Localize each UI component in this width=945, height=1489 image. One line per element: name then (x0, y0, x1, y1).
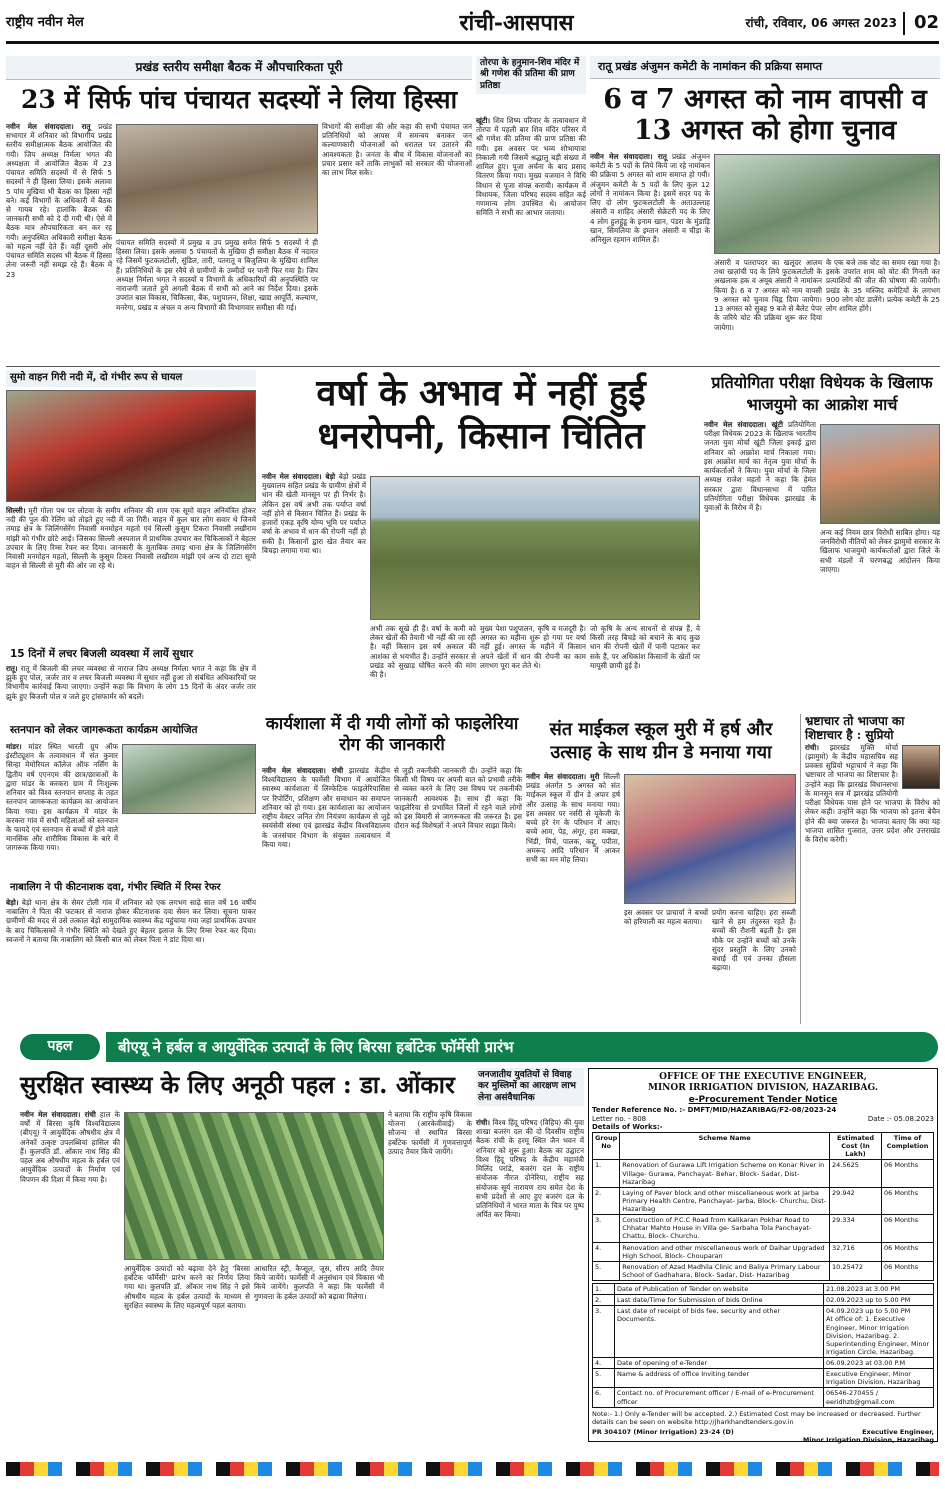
story13-body3: आधारित स्ट्री, कैप्सूल, जूस, सीरप आदि तैयार किये जायेंगे। फार्मेसी में अनुसंधान एवं विकास भी किये जायेंगे। कुलपति ने कहा कि फार्मेसी में गुणवत्ता के हर्बल उत्पादों को बढ़ावा मिलेगा। (254, 1264, 384, 1301)
brand-name: राष्ट्रीय नवीन मेल (6, 15, 84, 31)
story3-body3: के एक बजे तक वोट का समय रखा गया है। इसके उपरांत शाम को वोट की गिनती कर प्रत्याशियों की जीत की घोषणा की जायेगी। प्रखंड के 35 मस्जिद कमेटियों के लगभग 900 लोग वोट डालेंगे। प्रत्येक कमेटी के 25 लोग शामिल होंगे। (826, 258, 940, 314)
story11-dateline: नवीन मेल संवाददाता। मुरी (526, 772, 600, 781)
cell: 29.942 (830, 1187, 882, 1214)
cell: Executive Engineer, Minor Irrigation Division, Hazaribag (824, 1369, 934, 1388)
cell: 5. (593, 1369, 615, 1388)
story4-accident-photo (6, 390, 256, 502)
story10-body2: से जुड़ी तकनीकी जानकारी दी। उन्होंने कहा कि किसी भी विषय पर अपनी बात को प्रभावी तरीके से व्यक्त करने के लिए उस विषय पर तकनीकी जानकारी आवश्यक है। साथ ही कहा कि फाइलेरिया से प्रभावित जिलों में रहने वाले लोगों को इस बिमारी से जागरूकता की जरूरत है। इस दौरान कई विशेषज्ञों ने अपने विचार साझा किये। (394, 766, 522, 831)
story11-body1: सिल्ली प्रखंड अंतर्गत 5 अगस्त को संत माईकल स्कूल में ग्रीन डे अपार हर्ष और उत्साह के साथ मनाया गया। इस अवसर पर नर्सरी से यूकेजी के बच्चे हरे रंग के परिधान में आए। बच्चे आम, पेड़, अंगूर, हरा मक्खा, भिंडी, मिर्च, पालक, कद्दू, पपीता, अमरूद आदि परिधान में आकर सभी का मन मोह लिया। (526, 772, 620, 864)
story10-headline: कार्यशाला में दी गयी लोगों को फाइलेरिया रोग की जानकारी (265, 714, 519, 756)
story9-col1 (704, 420, 816, 710)
story1-body3: विभागों की समीक्षा की और कहा की सभी पंचायत जन प्रतिनिधियों को आपस में समन्वय बनाकर जन कल्याणकारी योजनाओं को धरातल पर उतारने की आवश्यकता है। जनता के बीच में विकास योजनाओं का प्रचार प्रसार करें ताकि लाभुकों को सरकार की योजनाओं का लाभ मिल सके। (322, 122, 472, 178)
edition-date: रांची, रविवार, 06 अगस्त 2023 (745, 16, 897, 30)
cell: Renovation and other miscellaneous work of Daihar Upgraded High School, Block- Chouparan (620, 1242, 830, 1261)
story11-body2: प्रयोग करना चाहिए। हरा सब्जी खाने से हम तंदुरुस्त रहते हैं। बच्चों की रौशनी बढ़ती है। इस मौके पर उन्होंने बच्चों को उनके सुंदर प्रस्तुति के लिए उनको बधाई दी एवं उनका हौसला बढ़ाया। (712, 908, 796, 973)
story5-kicker: 15 दिनों में लचर बिजली व्यवस्था में लायें सुधार (10, 648, 194, 660)
story9-body2: अन्य कई नियम छात्र विरोधी साबित होगा। यह जनविरोधी नीतियों को लेकर झामुमो सरकार के खिलाफ भाजयुमो कार्यकर्ताओं द्वारा जिले के सभी मंडलों में चरणबद्ध आंदोलन किया जाएगा। (820, 528, 940, 574)
story9-march-photo (820, 424, 940, 524)
story1-meeting-photo (116, 124, 318, 234)
cell: 4. (593, 1242, 620, 1261)
cell: 5. (593, 1261, 620, 1280)
story6-kicker: स्तनपान को लेकर जागरूकता कार्यक्रम आयोजित (10, 724, 198, 736)
cell: Construction of P.C.C Road from Kalikaran Pokhar Road to Chhatar Mahto House in Villa ge- Sarbaha Tola Panchayat- Chattu, Block- Churchu. (620, 1215, 830, 1242)
tender-office: OFFICE OF THE EXECUTIVE ENGINEER, (659, 1072, 867, 1082)
story3-headline: 6 व 7 अगस्त को नाम वापसी व 13 अगस्त को होगा चुनाव (603, 84, 927, 147)
story5-text (6, 664, 256, 718)
story8-field-photo (370, 476, 700, 620)
table-row (593, 1215, 934, 1242)
tender-col-scheme: Scheme Name (620, 1133, 830, 1160)
story8-col1 (262, 472, 366, 708)
section-title: रांची-आसपास (459, 9, 574, 36)
story2-body: शिव शिष्य परिवार के तत्वावधान में तोरपा में पहली बार शिव मंदिर परिसर में श्री गणेश की प्रतिमा की प्राण प्रतिष्ठा की गयी। इस अवसर पर भव्य शोभायात्रा निकाली गयी जिसमें श्रद्धालु बड़ी संख्या में शामिल हुए। पूजा अर्चना के बाद प्रसाद वितरण किया गया। मुख्य यजमान ने विधि विधान से पूजा संपन्न करायी। कार्यक्रम में विधायक, जिला परिषद सदस्य सहित कई गणमान्य लोग उपस्थित थे। आयोजन समिति ने सभी का आभार जताया। (476, 116, 586, 218)
story1-kicker: प्रखंड स्तरीय समीक्षा बैठक में औपचारिकता पूरी (6, 56, 472, 80)
tender-signatory-office: Minor Irrigation Division, Hazaribag (802, 1436, 934, 1444)
story8-body1: बेड़ो प्रखंड मुख्यालय सहित प्रखंड के ग्रामीण क्षेत्रों में धान की खेती मानसून पर ही निर्भर है। लेकिन इस वर्ष अभी तक पर्याप्त वर्षा नहीं होने से किसान चिंतित हैं। प्रखंड के हजारों एकड़ कृषि योग्य भूमि पर पर्याप्त वर्षा के अभाव में धान की रोपनी नहीं हो सकी है। किसानों द्वारा खेत तैयार कर बिचड़ा लगाया गया था। (262, 472, 366, 555)
divider (6, 366, 940, 367)
story8-headline: वर्षा के अभाव में नहीं हुई धनरोपनी, किसान चिंतित (316, 372, 646, 458)
cell: 06 Months (882, 1187, 934, 1214)
story3-dateline: नवीन मेल संवाददाता। रातू (590, 152, 667, 161)
story14-dateline: रांची। (476, 1118, 490, 1127)
story5-body: रातू में बिजली की लचर व्यवस्था से नाराज जिप अध्यक्ष निर्मला भगत ने कहा कि क्षेत्र में झुके हुए पोल, जर्जर तार व लचर बिजली व्यवस्था में सुधार नहीं हुआ तो संबंधित अधिकारियों पर विभागीय कार्रवाई किया जाएगा। उन्होंने कहा कि विभाग के लोग 15 दिनों के अंदर जर्जर तार झुके हुए बिजली पोल व जले हुए ट्रांसफार्मर को बदलें। (6, 664, 256, 701)
cell-date: 04.09.2023 up to 5.00 PM (826, 1307, 911, 1316)
masthead (6, 6, 939, 44)
story3-group-photo (714, 154, 940, 254)
story7-text (6, 898, 256, 1024)
story1-body2: पंचायत समिति सदस्यों में प्रमुख व उप प्रमुख समेत सिर्फ 5 सदस्यों ने ही हिस्सा लिया। इसके अलावा 5 पंचायतों के मुखिया ही समीक्षा बैठक में नदारत रहे जिसमें फुटकलटोली, सुंडिल, तारी, पतरातू व बिजुलिया के मुखिया शामिल हैं। प्रतिनिधियों के इस रवैये से ग्रामीणों के उम्मीदों पर पानी फिर गया है। जिप अध्यक्ष निर्मला भगत ने सदस्यों व विभागों के अधिकारियों की अनुपस्थिति पर नाराजगी जताते हुये अगली बैठक में सभी को आने का निर्देश दिया। इसके उपरांत बाल विकास, चिकित्सा, बैंक, पशुपालन, शिक्षा, खाद्य आपूर्ति, कल्याण, मनरेगा, प्रखंड व अंचल व अन्य विभागों की विभागवार समीक्षा की गई। (116, 238, 318, 312)
story9-kicker: प्रतियोगिता परीक्षा विधेयक के खिलाफ भाजयुमो का आक्रोश मार्च (711, 373, 933, 414)
cell: Last date/Time for Submission of bids Online (615, 1295, 824, 1306)
story6-col1 (6, 742, 118, 853)
story12-kicker: भ्रष्टाचार तो भाजपा का शिष्टाचार है : सुप्रियो (805, 714, 905, 743)
story2-kicker: तोरपा के हनुमान-शिव मंदिर में श्री गणेश की प्रतिमा की प्राण प्रतिष्ठा (476, 56, 586, 94)
story9-dateline: नवीन मेल संवाददाता। खूंटी (704, 420, 783, 429)
tender-division: MINOR IRRIGATION DIVISION, HAZARIBAG. (647, 1083, 878, 1094)
cell: 24.5625 (830, 1160, 882, 1187)
cell: Renovation of Azad Madhila Clinic and Baliya Primary Labour School of Gadhahara, Block- Sadar, Dist- Hazaribag (620, 1261, 830, 1280)
cell: Name & address of office Inviting tender (615, 1369, 824, 1388)
table-row (593, 1358, 934, 1369)
cell: 1. (593, 1284, 615, 1295)
pahal-tag: पहल (20, 1034, 100, 1060)
story10-col1 (262, 766, 390, 1024)
tender-notes: Note:- 1.) Only e-Tender will be accepted. 2.) Estimated Cost may be increased or decreased. Further details can be seen on website http://jharkhandtenders.gov.in (592, 1409, 921, 1426)
story14-kicker: जनजातीय युवतियों से विवाह कर मुस्लिमों का आरक्षण लाभ लेना असंवैधानिक (476, 1068, 584, 1106)
table-row (593, 1160, 934, 1187)
cell: 06.09.2023 at 03.00 P.M (824, 1358, 934, 1369)
cell: 6. (593, 1388, 615, 1407)
story1-col1 (6, 122, 112, 362)
story13-dateline: नवीन मेल संवाददाता। रांची (20, 1110, 96, 1119)
story4-dateline: सिल्ली। (6, 506, 26, 515)
story4-kicker: सुमो वाहन गिरी नदी में, दो गंभीर रूप से घायल (6, 370, 256, 387)
cell: 2. (593, 1187, 620, 1214)
cell (824, 1306, 934, 1358)
story12-body: झारखंड मुक्ति मोर्चा (झामुमो) के केंद्रीय महासचिव सह प्रवक्ता सुप्रियो भट्टाचार्य ने कहा कि भ्रष्टाचार तो भाजपा का शिष्टाचार है। उन्होंने कहा कि झारखंड विधानसभा के मानसून सत्र में झारखंड प्रतियोगी परीक्षा विधेयक पास होने पर भाजपा के विरोध को लेकर कही। उन्होंने कहा कि भाजपा को इतना बेचैन होने की क्या जरूरत है। भाजपा बताए कि क्या यह भाजपा शासित गुजरात, उत्तर प्रदेश और उत्तराखंड के विरोध करेगी। (805, 742, 940, 844)
story11-body3: इस अवसर पर प्राचार्या ने बच्चों को हरियाली का महत्व बताया। (624, 908, 708, 927)
tender-details-label: Details of Works:- (592, 1123, 663, 1132)
story5-dateline: रातू। (6, 664, 18, 673)
story13-body2: आयुर्वेदिक उत्पादों को बढ़ावा देने हेतु 'बिरसा हर्बोटेक फॉर्मेसी' प्रारंभ करने का निर्णय लिया गया था। कुलपति डॉ. ओंकार नाथ सिंह ने इसे औषधीय महत्व के हर्बल उत्पादों के माध्यम से सुरक्षित स्वास्थ्य के लिए महत्वपूर्ण पहल बताया। (124, 1264, 250, 1310)
tender-notice (588, 1068, 938, 1442)
story14-text (476, 1118, 584, 1442)
story13-body1: हाल के वर्षों में बिरसा कृषि विश्वविद्यालय (बीएयू) ने आयुर्वेदिक औषधीय क्षेत्र में अनेकों उत्कृष्ट उपलब्धियां हासिल की हैं। कुलपति डॉ. ओंकार नाथ सिंह की पहल अब औषधीय महत्व के हर्बल एवं आयुर्वेदिक उत्पादों के निर्माण एवं विपणन की दिशा में किया गया है। (20, 1110, 120, 1184)
cell: Contact no. of Procurement officer / E-mail of e-Procurement officer (615, 1388, 824, 1407)
story13-body4: ने बताया कि राष्ट्रीय कृषि विकास योजना (आरकेवीवाई) के सौजन्य से स्थापित बिरसा हर्बोटेक फार्मेसी में गुणवत्तापूर्ण उत्पाद तैयार किये जायेंगे। (388, 1110, 472, 1156)
table-row (593, 1369, 934, 1388)
pahal-bar-text: बीएयू ने हर्बल व आयुर्वेदिक उत्पादों के लिए बिरसा हर्बोटेक फॉर्मेसी प्रारंभ (106, 1032, 938, 1063)
story7-kicker: नाबालिग ने पी कीटनाशक दवा, गंभीर स्थिति में रिम्स रेफर (10, 882, 221, 893)
supriyo-portrait (902, 745, 940, 789)
story2-dateline: खूंटी। (476, 116, 491, 125)
cell: 4. (593, 1358, 615, 1369)
story8-body3: मुख्य पेशा पशुपालन, कृषि व मजदूरी है। अगस्त का महीना शुरू हो गया पर वर्षा नहीं हुई। अगस्त के महीने में किसान अपने खेतों में धान की रोपनी का काम लगभग पूरा कर लेते थे। (480, 624, 586, 670)
story1-dateline: नवीन मेल संवाददाता। रातू (6, 122, 91, 131)
story13-col1 (20, 1110, 120, 1442)
table-row (593, 1242, 934, 1261)
story10-body1: झारखंड केंद्रीय विश्वविद्यालय के फार्मेसी विभाग में आयोजित स्वास्थ्य कार्यशाला में लिम्फेटिक फाइलेरियासिस पर रिपोर्टिंग, प्रशिक्षण और समाधान का समापन शनिवार को हो गया। इस कार्यशाला का आयोजन राष्ट्रीय वेक्टर जनित रोग नियंत्रण कार्यक्रम से जुड़े स्वयंसेवी संस्था एवं झारखंड केंद्रीय विश्वविद्यालय के जनसंचार विभाग के संयुक्त तत्वावधान में किया गया। (262, 766, 390, 849)
cell: 10.25472 (830, 1261, 882, 1280)
cell: 06 Months (882, 1215, 934, 1242)
story1-kicker-box (6, 56, 472, 78)
tender-letter: Letter no. - 808 (592, 1114, 647, 1123)
story10-dateline: नवीन मेल संवाददाता। रांची (262, 766, 344, 775)
cell: 3. (593, 1306, 615, 1358)
cell: 29.334 (830, 1215, 882, 1242)
story11-headline: संत माईकल स्कूल मुरी में हर्ष और उत्साह के साथ ग्रीन डे मनाया गया (549, 719, 773, 764)
tender-title: e-Procurement Tender Notice (688, 1094, 838, 1105)
story3-kicker-box (590, 56, 940, 79)
cell: Laying of Paver block and other miscellaneous work at Jarba Primary Health Centre, Panchayat- Jarba, Block- Churchu, Dist- Hazaribag (620, 1187, 830, 1214)
tender-reference: Tender Reference No. :- DMFT/MID/HAZARIBAG/F2-08/2023-24 (592, 1105, 837, 1114)
story6-dateline: मांडर। (6, 742, 22, 751)
story14-body: विश्व हिंदू परिषद (विहिप) की युवा शाखा बजरंग दल की दो दिवसीय राष्ट्रीय बैठक रांची के हरमू स्थित जैन भवन में शनिवार को शुरू हुआ। बैठक का उद्घाटन विश्व हिंदू परिषद के केंद्रीय महामंत्री मिलिंद परांडे, बजरंग दल के राष्ट्रीय संयोजक नीरज दोनेरिया, राष्ट्रीय सह संयोजक सूर्य नारायण राय समेत देश के सभी प्रदेशों से आए हुए बजरंग दल के प्रतिनिधियों ने भारत माता के चित्र पर पुष्प अर्पित कर किया। (476, 1118, 584, 1220)
tender-date: Date :- 05.08.2023 (867, 1114, 934, 1123)
cell: 2. (593, 1295, 615, 1306)
story11-school-photo (624, 774, 796, 904)
story4-text (6, 506, 256, 642)
tender-pr-number: PR 304107 (Minor Irrigation) 23-24 (D) (592, 1427, 734, 1436)
story8-body2: अभी तक सूखे ही हैं। वर्षा के कमी को लेकर खेतों की तैयारी भी नहीं की जा रही है। वहीं किसान इस वर्ष अकाल की आशंका से भयभीत हैं। उन्होंने सरकार से प्रखंड को सुखाड़ घोषित करने की मांग की है। (370, 624, 476, 680)
story7-dateline: बेड़ो। (6, 898, 19, 907)
story11-col1 (526, 772, 620, 1024)
tender-col-group: Group No (593, 1133, 620, 1160)
cell: 1. (593, 1160, 620, 1187)
cell: 02.09.2023 up to 5.00 PM (824, 1295, 934, 1306)
cell: 3. (593, 1215, 620, 1242)
story3-col1 (590, 152, 710, 362)
story1-body1: प्रखंड सभागार में शनिवार को विभागीय प्रखंड स्तरीय समीक्षात्मक बैठक आयोजित की गयी। जिप अध्यक्ष निर्मला भगत की अध्यक्षता में आयोजित बैठक में 23 पंचायत समिति सदस्यों में से सिर्फ 5 सदस्यों ने ही हिस्सा लिया। इसके अलावा 5 पांच मुखिया भी बैठक का हिस्सा नहीं बने। कई विभागों के अधिकारी में बैठक से गायब रहे। हालांकि बैठक की जानकारी सभी को दे दी गयी थी। ऐसे में बैठक मात्र औपचारिकता बन कर रह गयी। अनुपस्थित अधिकारी समीक्षा बैठक को महत्व नहीं देते हैं। वहीं दूसरी ओर पंचायत समिति सदस्य भी बैठक में हिस्सा लेना जरूरी नहीं समझ रहे हैं। बैठक में 23 (6, 122, 112, 279)
table-row (593, 1306, 934, 1358)
cell: 32.716 (830, 1242, 882, 1261)
table-row (593, 1261, 934, 1280)
story6-photo (122, 744, 256, 814)
tender-works-table (592, 1132, 934, 1281)
tender-signatory: Executive Engineer, (862, 1427, 934, 1436)
cell: Renovation of Gurawa Lift Irrigation Scheme on Konar River in Village- Gurawa, Panchayat- Behar, Block- Sadar, Dist- Hazaribag (620, 1160, 830, 1187)
cell: Date of Publication of Tender on website (615, 1284, 824, 1295)
tender-schedule-table (592, 1283, 934, 1408)
cell: 06546-270455 / eeridhzb@gmail.com (824, 1388, 934, 1407)
table-row (593, 1284, 934, 1295)
story8-dateline: नवीन मेल संवाददाता। बेड़ो (262, 472, 336, 481)
cell-office: At office of: 1. Executive Engineer, Minor Irrigation Division, Hazaribag. 2. Superintending Engineer, Minor Irrigation Circle, Hazaribag. (826, 1315, 930, 1356)
story1-headline: 23 में सिर्फ पांच पंचायत सदस्यों ने लिया हिस्सा (20, 85, 458, 114)
story2-text (476, 116, 586, 362)
story3-kicker: रातू प्रखंड अंजुमन कमेटी के नामांकन की प्रक्रिया समाप्त (590, 56, 940, 79)
table-row (593, 1187, 934, 1214)
cell: Last date of receipt of bids fee, security and other Documents. (615, 1306, 824, 1358)
story6-body: मांडर स्थित भारती ग्रुप ऑफ इंस्टीट्यूशन के तत्वावधान में संत कुमार सिन्हा मेमोरियल कॉलेज ऑफ नर्सिंग के द्वितीय वर्ष एएनएम की छात्र/छात्राओं के द्वारा मांडर के करकरा ग्राम में निःशुल्क शनिवार को विश्व स्तनपान सप्ताह के तहत स्तनपान जागरूकता कार्यक्रम का आयोजन किया गया। इस कार्यक्रम में मांडर के करकरा गांव में सभी महिलाओं को स्तनपान के फायदे एवं स्तनपान से बच्चों में होने वाले मानसिक और शारीरिक विकास के बारे में जागरूक किया गया। (6, 742, 118, 853)
cell: 06 Months (882, 1261, 934, 1280)
story7-body: बेड़ो थाना क्षेत्र के सेमर टोली गांव में शनिवार को एक लगभग साढ़े सात वर्षे 16 वर्षीय नाबालिग ने पिता की फटकार से नाराज होकर कीटनाशक दवा सेवन कर लिया। सूचना पाकर ग्रामीणों की मदद से उसे तत्काल बेड़ो सामुदायिक स्वास्थ्य केंद्र पहुंचाया गया जहां प्राथमिक उपचार के बाद चिकित्सकों ने गंभीर स्थिति को देखते हुए बेहतर इलाज के लिए रिम्स रेफर कर दिया। स्वजनों ने बताया कि नाबालिग को किसी बात को लेकर पिता ने डांट दिया था। (6, 898, 256, 944)
story13-aloe-photo (124, 1112, 384, 1260)
cell: Date of opening of e-Tender (615, 1358, 824, 1369)
cell: 21.08.2023 at 3.00 PM (824, 1284, 934, 1295)
cell: 06 Months (882, 1160, 934, 1187)
story4-body: मुरी गोला पथ पर लोटवा के समीप शनिवार की शाम एक सूमो वाहन अनियंत्रित होकर नदी की पुल की रेलिंग को तोड़ते हुए नदी में जा गिरी। वाहन में कुल चार लोग सवार थे जिनमें तमाड़ क्षेत्र के जिलिंगसेरेंग निवासी मनमोहन महतो एवं सिल्ली कुसुम टिकरा निवासी लखीराम मांझी को गंभीर छोटे आई। जिसका सिल्ली अस्पताल में प्राथमिक उपचार कर चिकित्सकों ने बेहतर उपचार के लिए रिम्स रेफर कर दिया। जानकारी के मुताबिक तमाड़ थाना क्षेत्र के जिलिंगसेरेंग निवासी मनमोहन महतो, सिल्ली के कुसुम टिकरा निवासी लखीराम मांझी एवं अन्य दो टाटा सूमो वाहन से सिल्ली से मुरी की ओर जा रहे थे। (6, 506, 256, 571)
table-row (593, 1388, 934, 1407)
tender-col-cost: Estimated Cost (In Lakh) (830, 1133, 882, 1160)
story13-headline: सुरक्षित स्वास्थ्य के लिए अनूठी पहल : डा. ओंकार (20, 1070, 455, 1099)
page-number: 02 (903, 12, 939, 35)
pahal-banner (20, 1032, 938, 1062)
story12-dateline: रांची। (805, 742, 819, 752)
color-registration-strip (6, 1462, 939, 1476)
story3-body1: प्रखंड अंजुमन कमेटी के 5 पदों के लिये किये जा रहे नामांकन की प्रक्रिया 5 अगस्त को शाम समाप्त हो गयी। अंजुमन कमेटी के 5 पदों के लिए कुल 12 लोगों ने नामांकन किया है। इसमें सदर पद के लिए दो लोग फुटकलटोली के अताउल्लाह अंसारी व शाहिद अंसारी सेक्रेटरी पद के लिए 4 लोग हुलहुंडू के इनाम खान, पंडरा के मुंडाड़ि खान, सिमलिया के इम्तान अंसारी व चीड़ा के अनिसुल रहमान शामिल हैं। (590, 152, 710, 244)
story12-box (800, 714, 940, 1024)
story3-body2: अंसारी व पतरापदर का खलूदर आलम तथा खज़ांची पद के लिये फुटकलटोली के अखलाक हक व अयूब अंसारी ने नामांकन किया है। 6 व 7 अगस्त को नाम वापसी 9 अगस्त को चुनाव चिह्न दिया जायेगा। 13 अगस्त को सुबह 9 बजे से बैलेट पेपर के जरिये चोट की प्रक्रिया शुरू कर दिया जायेगा। (714, 258, 822, 332)
story8-body4: जो कृषि के अन्य साधनों से संपन्न हैं, वे किसी तरह बिचड़े को बचाने के बाद कुछ धान की रोपनी खेतों में पानी पटाकर कर सके हैं, पर अधिकांश किसानों के खेतों पर मायूसी छायी हुई है। (590, 624, 700, 670)
cell: 06 Months (882, 1242, 934, 1261)
story9-body1: प्रतियोगिता परीक्षा विधेयक 2023 के खिलाफ भारतीय जनता युवा मोर्चा खूंटी जिला इकाई द्वारा शनिवार को आक्रोश मार्च निकाला गया। इस आक्रोश मार्च का नेतृत्व युवा मोर्चा के कार्यकर्ताओं ने किया। युवा मोर्चा के जिला अध्यक्ष राजेश महतो ने कहा कि हेमंत सरकार द्वारा विधानसभा में पारित प्रतियोगिता परीक्षा विधेयक झारखंड के युवाओं के विरोध में है। (704, 420, 816, 512)
tender-col-time: Time of Completion (882, 1133, 934, 1160)
table-row (593, 1295, 934, 1306)
